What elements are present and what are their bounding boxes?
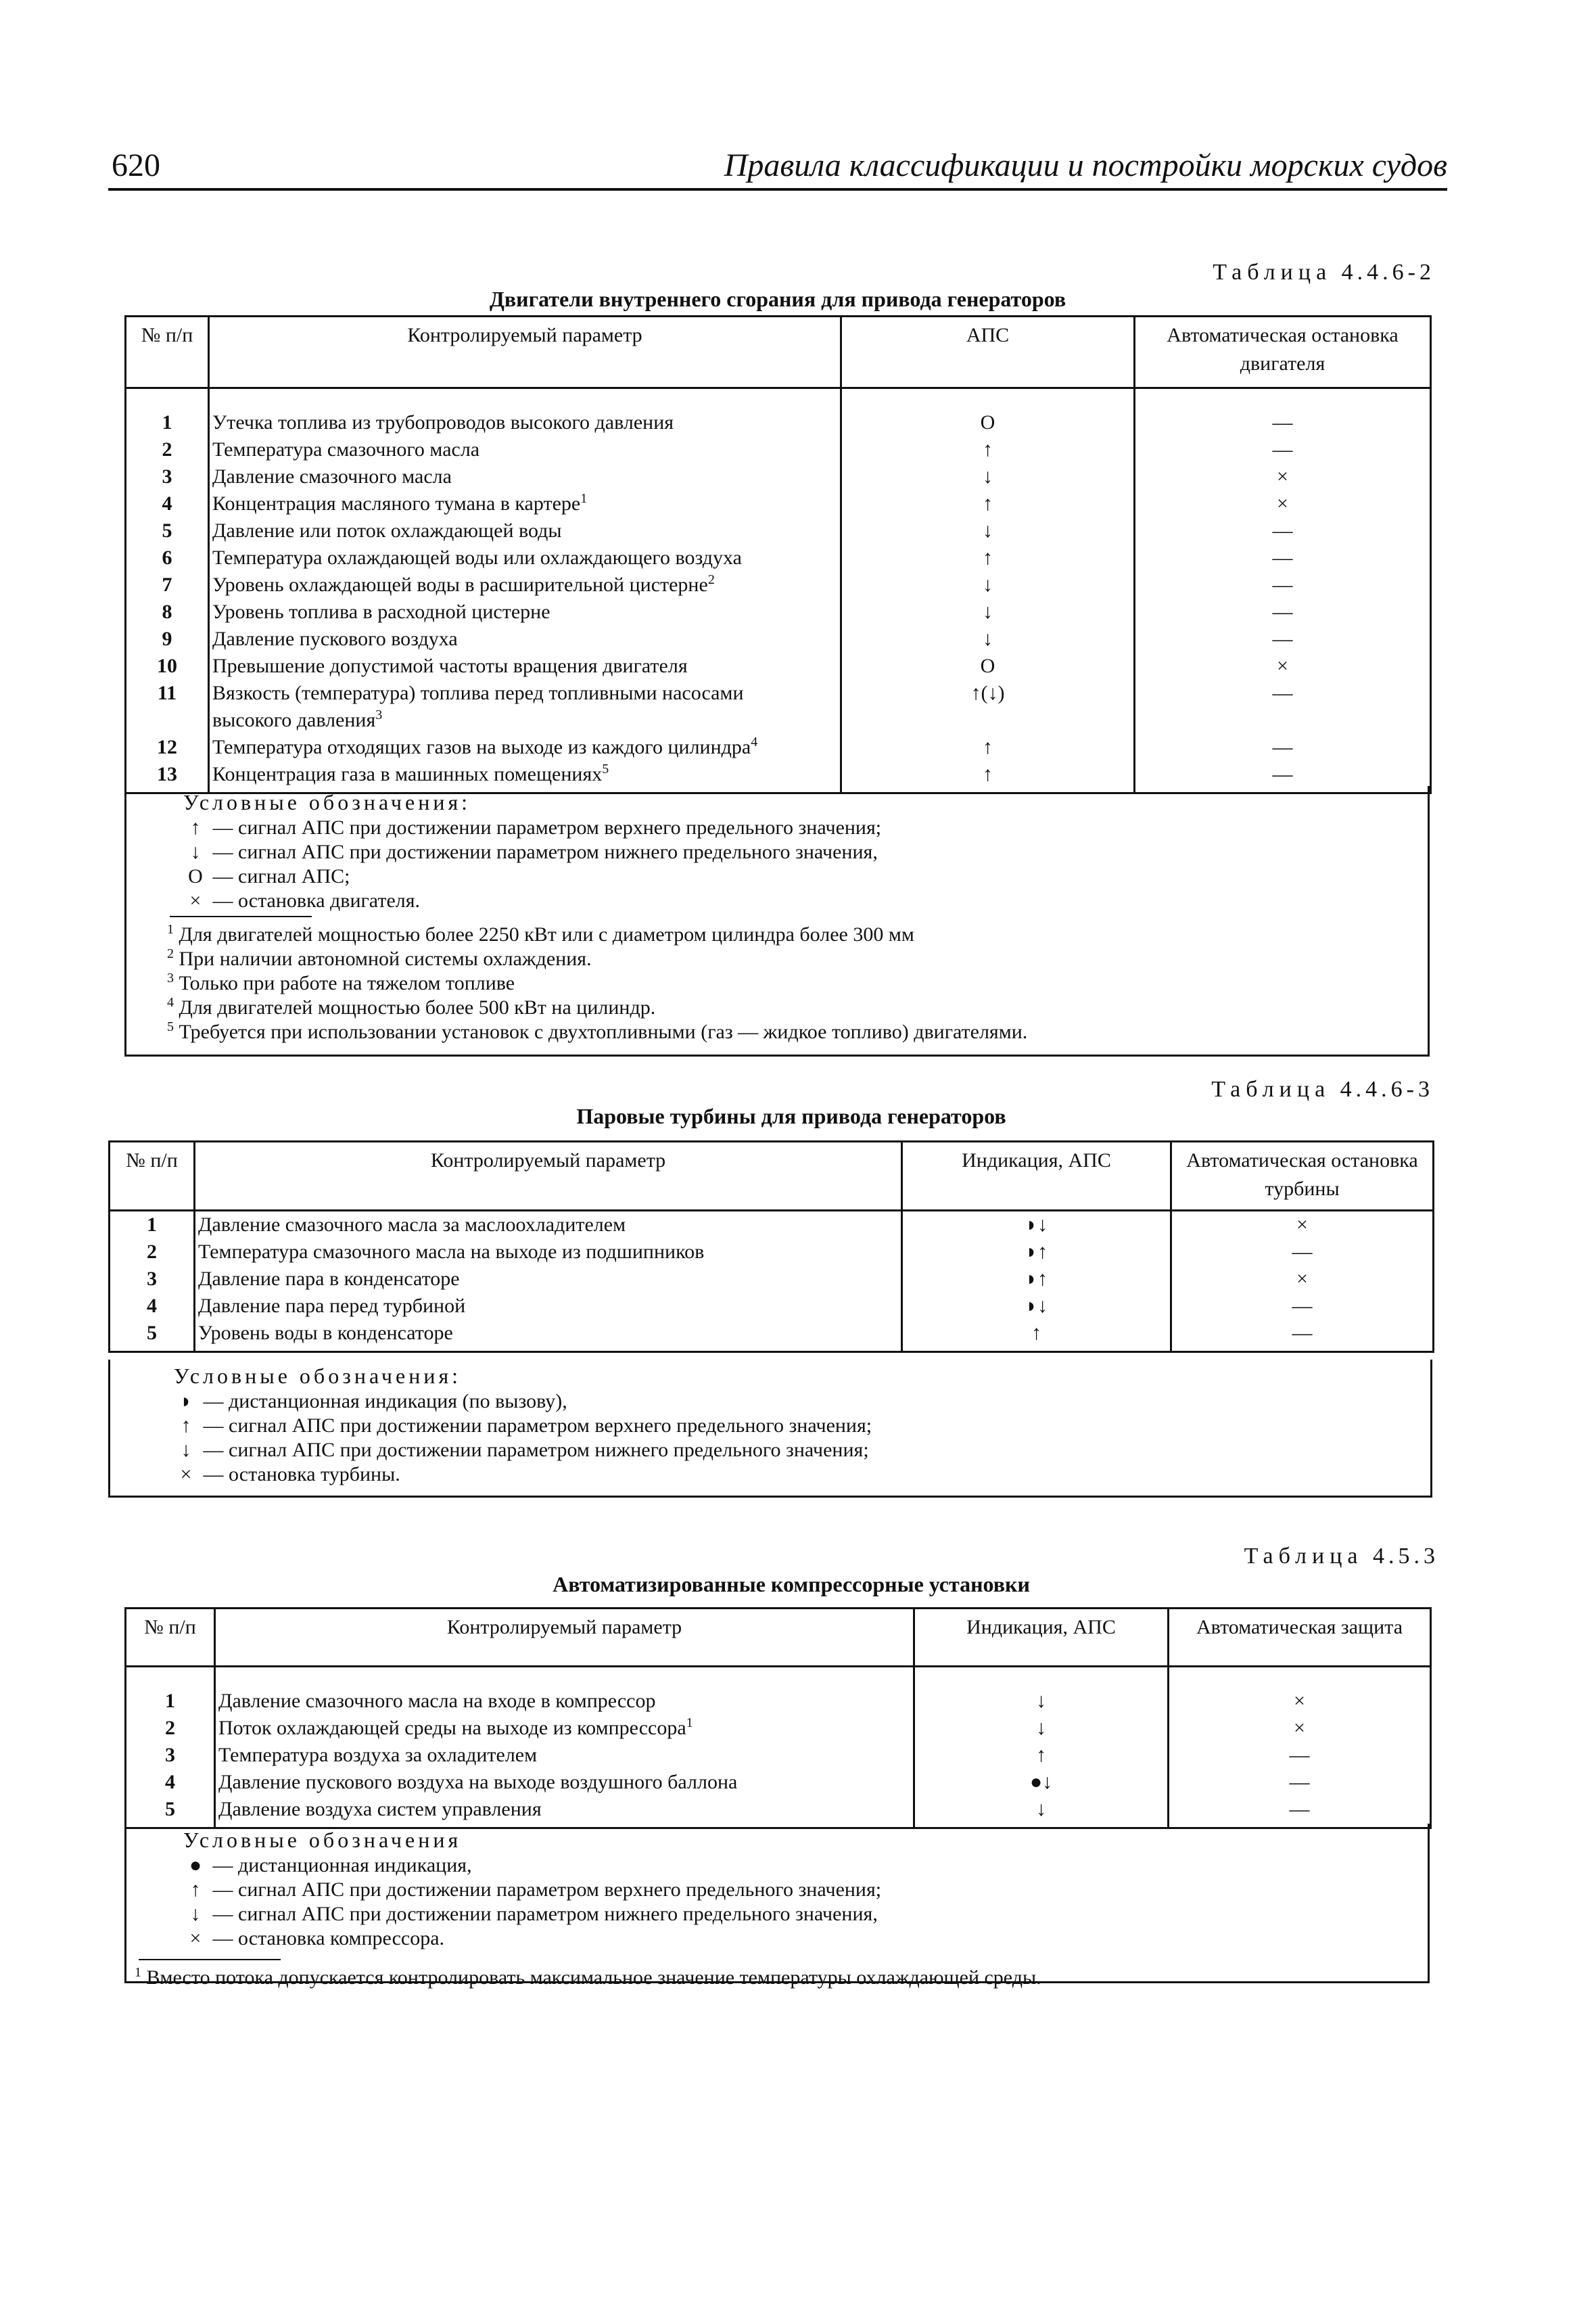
table-row: 11 Вязкость (температура) топлива перед топливными насосами высокого давления$^3$ ↑(↓) — — [126, 680, 1431, 734]
table-row: 3 Давление пара в конденсаторе ◗↑ × — [110, 1266, 1434, 1293]
running-title: Правила классификации и постройки морских судов — [724, 147, 1447, 183]
table-row: 2 Температура смазочного масла ↑ — — [126, 436, 1431, 463]
legend-item: × — остановка турбины. — [180, 1463, 400, 1485]
table-row: 1 Давление смазочного масла на входе в компрессор ↓ × — [126, 1688, 1431, 1715]
legend-item: ↓ — сигнал АПС при достижении параметром нижнего предельного значения, — [190, 1903, 878, 1925]
legend-box — [124, 786, 1430, 1057]
table-row: 4 Давление пускового воздуха на выходе воздушного баллона ●↓ — — [126, 1769, 1431, 1796]
footnote: $^4$ Для двигателей мощностью более 500 кВт на цилиндр. — [167, 995, 656, 1019]
table-row: 5 Уровень воды в конденсаторе ↑ — — [110, 1320, 1434, 1352]
table-row: 5 Давление воздуха систем управления ↓ — — [126, 1796, 1431, 1828]
footnote: $^1$ Для двигателей мощностью более 2250 кВт или с диаметром цилиндра более 300 мм — [167, 922, 914, 946]
table-row: 1 Утечка топлива из трубопроводов высокого давления O — — [126, 409, 1431, 436]
footnote: $^2$ При наличии автономной системы охлаждения. — [167, 946, 592, 970]
table-row: 8 Уровень топлива в расходной цистерне ↓ — — [126, 599, 1431, 626]
table-row: 4 Давление пара перед турбиной ◗↓ — — [110, 1293, 1434, 1320]
table-number: Таблица 4.4.6-3 — [1211, 1077, 1434, 1102]
legend-title: Условные обозначения: — [183, 790, 471, 814]
table-number: Таблица 4.5.3 — [1244, 1544, 1439, 1569]
legend-title: Условные обозначения: — [174, 1364, 462, 1388]
col-header-stop: Автоматическая остановка турбины — [1171, 1142, 1434, 1211]
col-header-num: № п/п — [110, 1142, 195, 1211]
footnote: $^5$ Требуется при использовании установок с двухтопливными (газ — жидкое топливо) двигателями. — [167, 1019, 1028, 1043]
legend-item: ↑ — сигнал АПС при достижении параметром верхнего предельного значения; — [190, 816, 882, 839]
engine-table — [124, 315, 1432, 794]
footnote: $^1$ Вместо потока допускается контролировать максимальное значение температуры охлаждающей среды. — [135, 1965, 1041, 1989]
page-number: 620 — [112, 147, 160, 183]
footnote: $^3$ Только при работе на тяжелом топливе — [167, 971, 515, 994]
col-header-param: Контролируемый параметр — [215, 1609, 914, 1667]
col-header-stop: Автоматическая остановка двигателя — [1135, 317, 1431, 388]
col-header-aps: АПС — [841, 317, 1135, 388]
running-header — [108, 147, 1447, 191]
legend-box — [124, 1824, 1430, 1989]
col-header-indication: Индикация, АПС — [914, 1609, 1169, 1667]
legend-item: ↓ — сигнал АПС при достижении параметром нижнего предельного значения; — [181, 1439, 869, 1461]
col-header-num: № п/п — [126, 317, 209, 388]
table-row: 7 Уровень охлаждающей воды в расширительной цистерне$^2$ ↓ — — [126, 572, 1431, 599]
col-header-param: Контролируемый параметр — [195, 1142, 902, 1211]
table-number: Таблица 4.4.6-2 — [1213, 260, 1435, 285]
table-row: 4 Концентрация масляного тумана в картере$^1$ ↑ × — [126, 490, 1431, 517]
table-row: 3 Температура воздуха за охладителем ↑ — — [126, 1742, 1431, 1769]
table-row: 12 Температура отходящих газов на выходе из каждого цилиндра$^4$ ↑ — — [126, 734, 1431, 761]
table-row: 13 Концентрация газа в машинных помещениях$^5$ ↑ — — [126, 761, 1431, 793]
table-row: 6 Температура охлаждающей воды или охлаждающего воздуха ↑ — — [126, 545, 1431, 572]
table-row: 1 Давление смазочного масла за маслоохладителем ◗↓ × — [110, 1211, 1434, 1239]
table-row: 2 Поток охлаждающей среды на выходе из компрессора$^1$ ↓ × — [126, 1715, 1431, 1742]
table-title: Двигатели внутреннего сгорания для привода генераторов — [489, 287, 1066, 311]
table-row: 10 Превышение допустимой частоты вращения двигателя O × — [126, 653, 1431, 680]
footnote-rule — [139, 1959, 281, 1960]
legend-item: ↑ — сигнал АПС при достижении параметром верхнего предельного значения; — [181, 1414, 872, 1437]
turbine-table — [108, 1140, 1434, 1353]
legend-item: ↓ — сигнал АПС при достижении параметром нижнего предельного значения, — [190, 841, 878, 863]
legend-item: ↑ — сигнал АПС при достижении параметром верхнего предельного значения; — [190, 1878, 882, 1901]
legend-item: × — остановка компрессора. — [189, 1927, 445, 1949]
table-row: 2 Температура смазочного масла на выходе из подшипников ◗↑ — — [110, 1239, 1434, 1266]
legend-title: Условные обозначения — [183, 1828, 462, 1852]
table-title: Паровые турбины для привода генераторов — [576, 1104, 1006, 1128]
compressor-table — [124, 1607, 1432, 1829]
legend-item: ● — дистанционная индикация, — [189, 1854, 472, 1876]
col-header-param: Контролируемый параметр — [209, 317, 841, 388]
col-header-num: № п/п — [126, 1609, 215, 1667]
footnote-rule — [170, 916, 312, 917]
table-row: 3 Давление смазочного масла ↓ × — [126, 463, 1431, 490]
col-header-protection: Автоматическая защита — [1169, 1609, 1431, 1667]
table-row: 9 Давление пускового воздуха ↓ — — [126, 626, 1431, 653]
legend-box — [108, 1360, 1432, 1498]
legend-item: ◗ — дистанционная индикация (по вызову), — [179, 1390, 567, 1412]
table-title: Автоматизированные компрессорные установки — [553, 1572, 1030, 1596]
table-row: 5 Давление или поток охлаждающей воды ↓ — — [126, 517, 1431, 545]
col-header-indication: Индикация, АПС — [902, 1142, 1171, 1211]
legend-item: O — сигнал АПС; — [188, 865, 350, 887]
legend-item: × — остановка двигателя. — [189, 889, 421, 912]
